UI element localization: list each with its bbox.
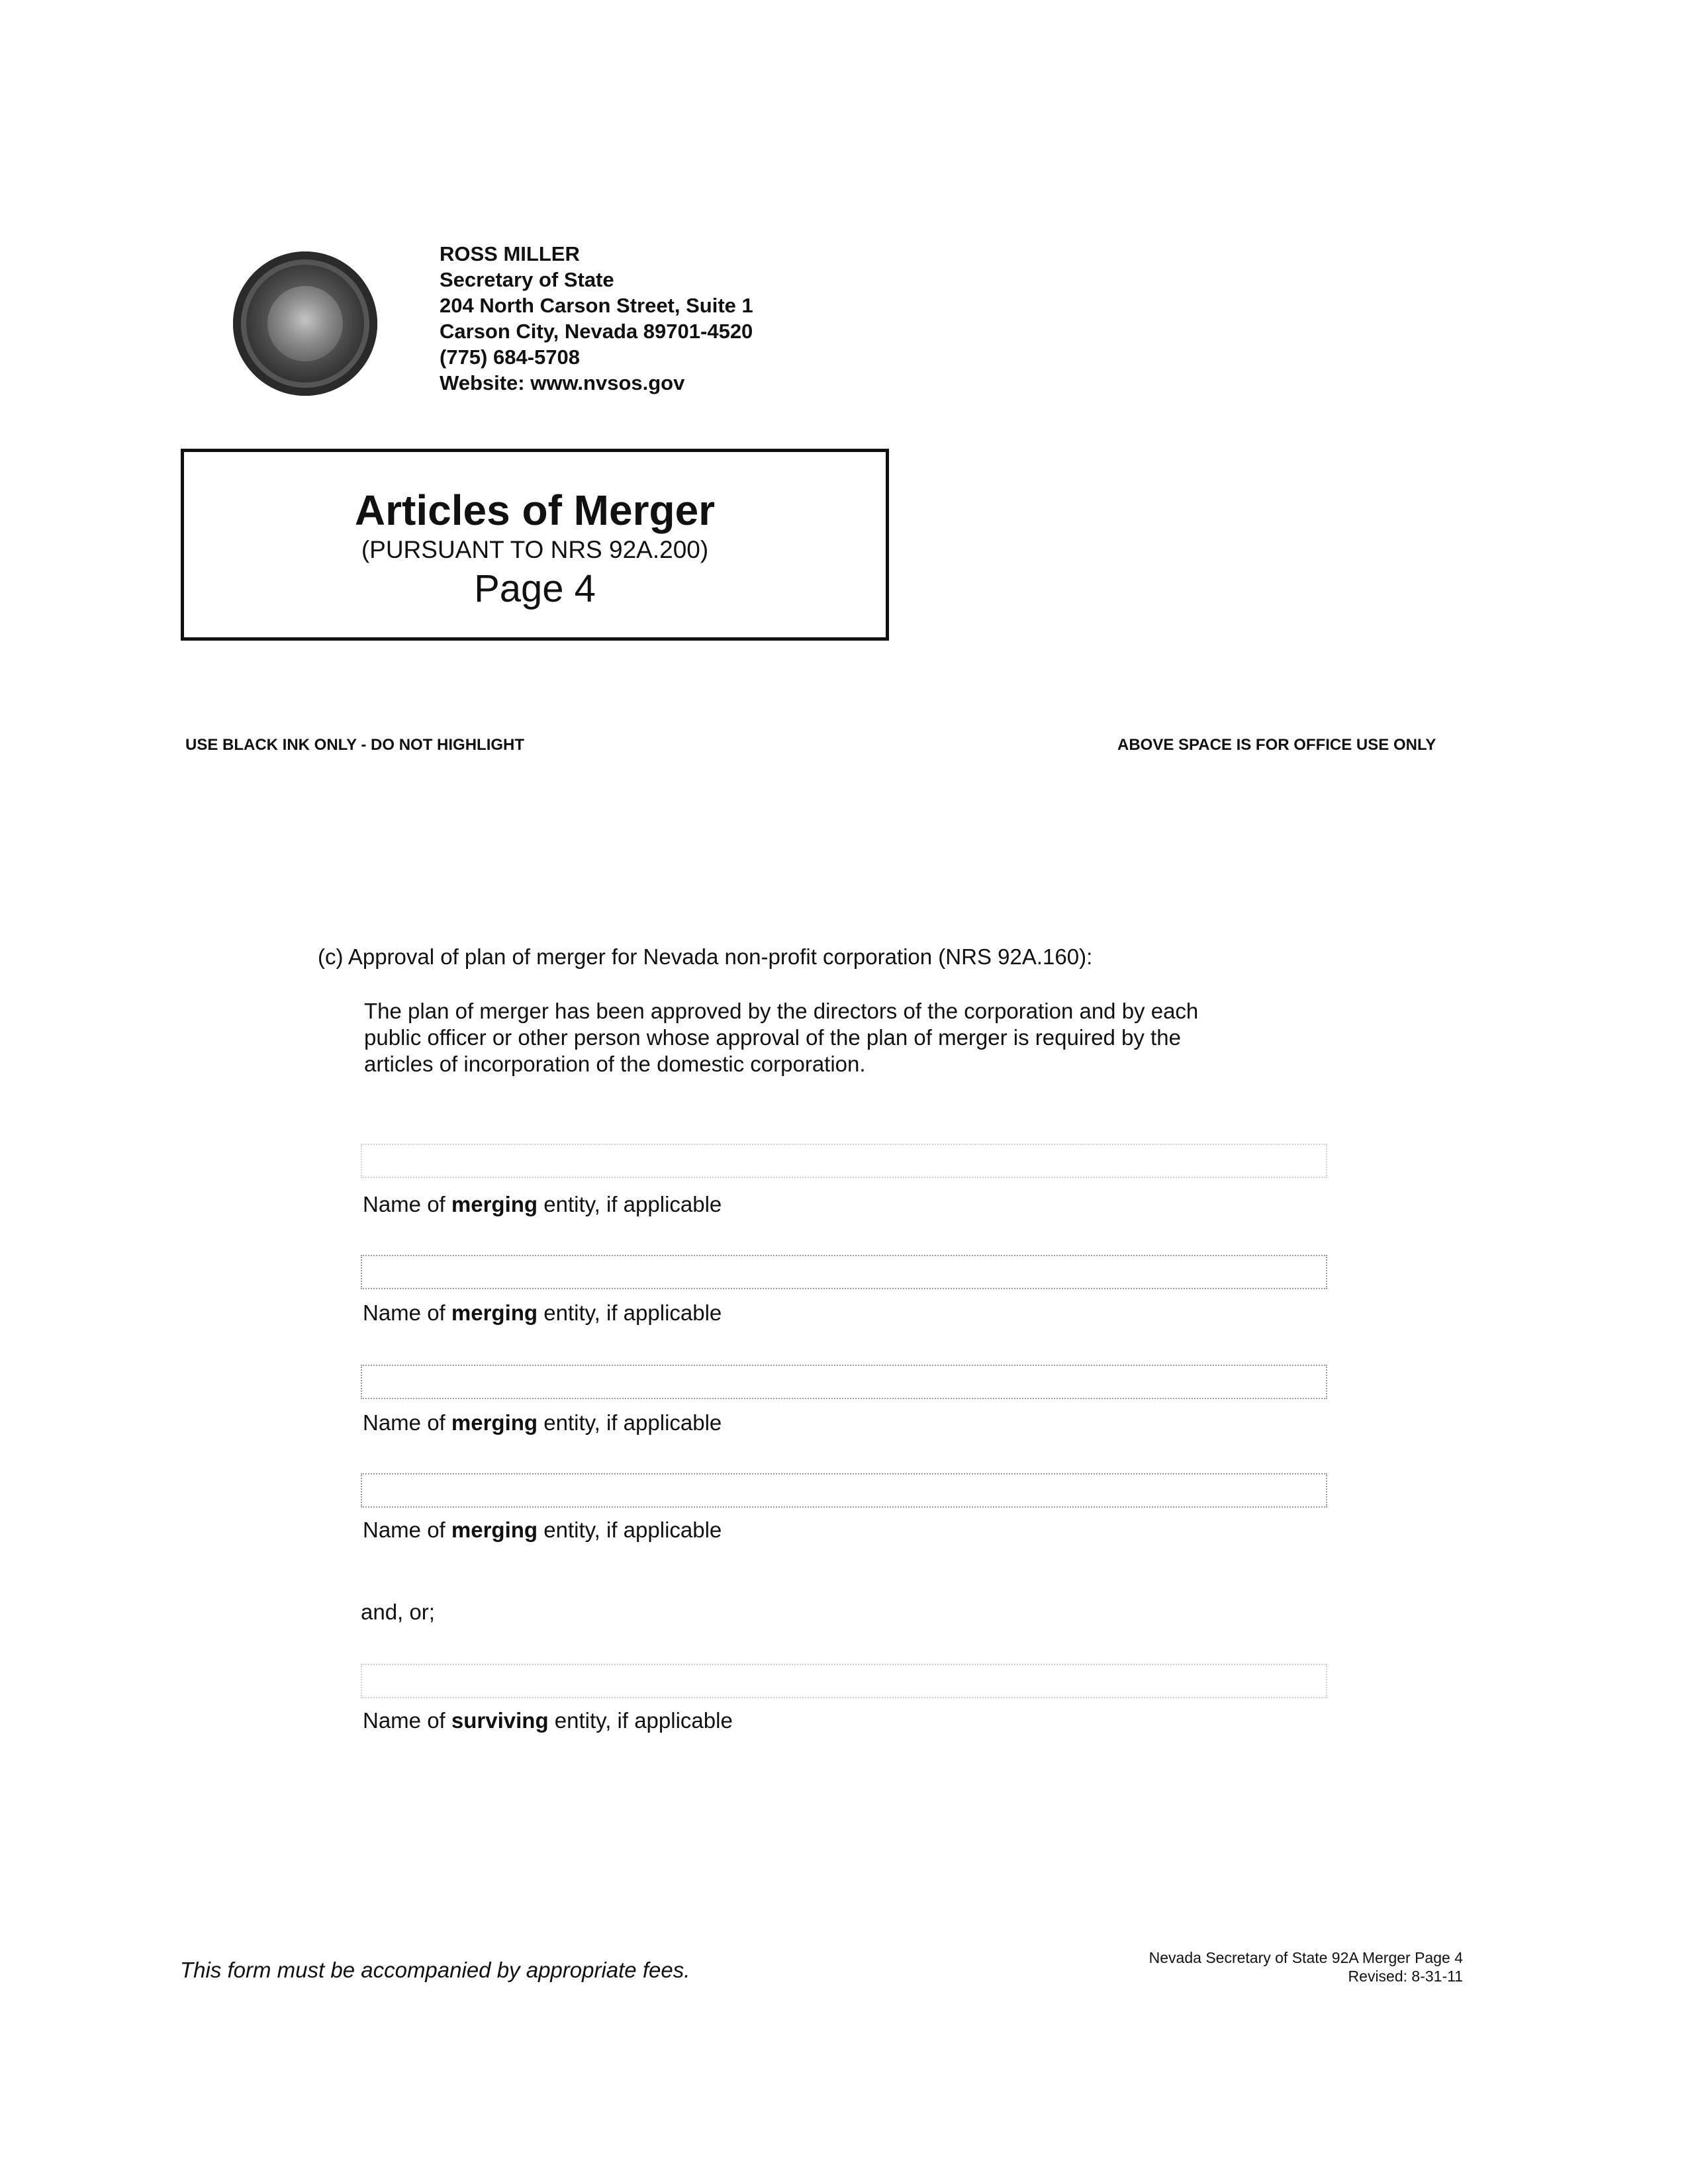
city-state-zip: Carson City, Nevada 89701-4520	[440, 320, 753, 343]
surviving-entity-field[interactable]	[361, 1664, 1327, 1698]
merging-entity-label-2: Name of merging entity, if applicable	[363, 1300, 722, 1325]
section-c-heading: (c) Approval of plan of merger for Nevada non-profit corporation (NRS 92A.160):	[318, 944, 1093, 969]
surviving-entity-label: Name of surviving entity, if applicable	[363, 1708, 733, 1733]
form-title: Articles of Merger	[354, 486, 716, 534]
merging-entity-label-3: Name of merging entity, if applicable	[363, 1410, 722, 1435]
official-title: Secretary of State	[440, 268, 614, 291]
merging-entity-field-2[interactable]	[361, 1255, 1327, 1289]
street-address: 204 North Carson Street, Suite 1	[440, 294, 753, 317]
phone-number: (775) 684-5708	[440, 345, 580, 369]
paragraph-line: articles of incorporation of the domestic corporation.	[364, 1052, 866, 1076]
form-page-number: Page 4	[474, 567, 596, 610]
merging-entity-label-4: Name of merging entity, if applicable	[363, 1518, 722, 1542]
office-address-block	[440, 241, 753, 396]
official-name: ROSS MILLER	[440, 242, 580, 265]
office-use-notice: ABOVE SPACE IS FOR OFFICE USE ONLY	[1117, 736, 1436, 754]
merging-entity-field-3[interactable]	[361, 1365, 1327, 1399]
revision-date: Revised: 8-31-11	[1348, 1968, 1463, 1985]
merging-entity-field-4[interactable]	[361, 1473, 1327, 1508]
seal-center	[267, 286, 343, 361]
form-identifier: Nevada Secretary of State 92A Merger Page 4	[1149, 1949, 1463, 1966]
form-statute: (PURSUANT TO NRS 92A.200)	[361, 536, 709, 563]
state-seal-icon	[233, 251, 377, 396]
website: Website: www.nvsos.gov	[440, 371, 685, 394]
paragraph-line: public officer or other person whose approval of the plan of merger is required by the	[364, 1025, 1181, 1050]
form-title-box	[181, 449, 889, 641]
paragraph-line: The plan of merger has been approved by the directors of the corporation and by each	[364, 999, 1199, 1023]
merging-entity-field-1[interactable]	[361, 1144, 1327, 1178]
ink-notice: USE BLACK INK ONLY - DO NOT HIGHLIGHT	[185, 736, 525, 754]
form-revision-info	[1033, 1948, 1463, 1985]
section-c-paragraph	[364, 998, 1357, 1077]
fees-notice: This form must be accompanied by appropriate fees.	[180, 1958, 690, 1982]
merging-entity-label-1: Name of merging entity, if applicable	[363, 1192, 722, 1216]
and-or-text: and, or;	[361, 1600, 435, 1624]
